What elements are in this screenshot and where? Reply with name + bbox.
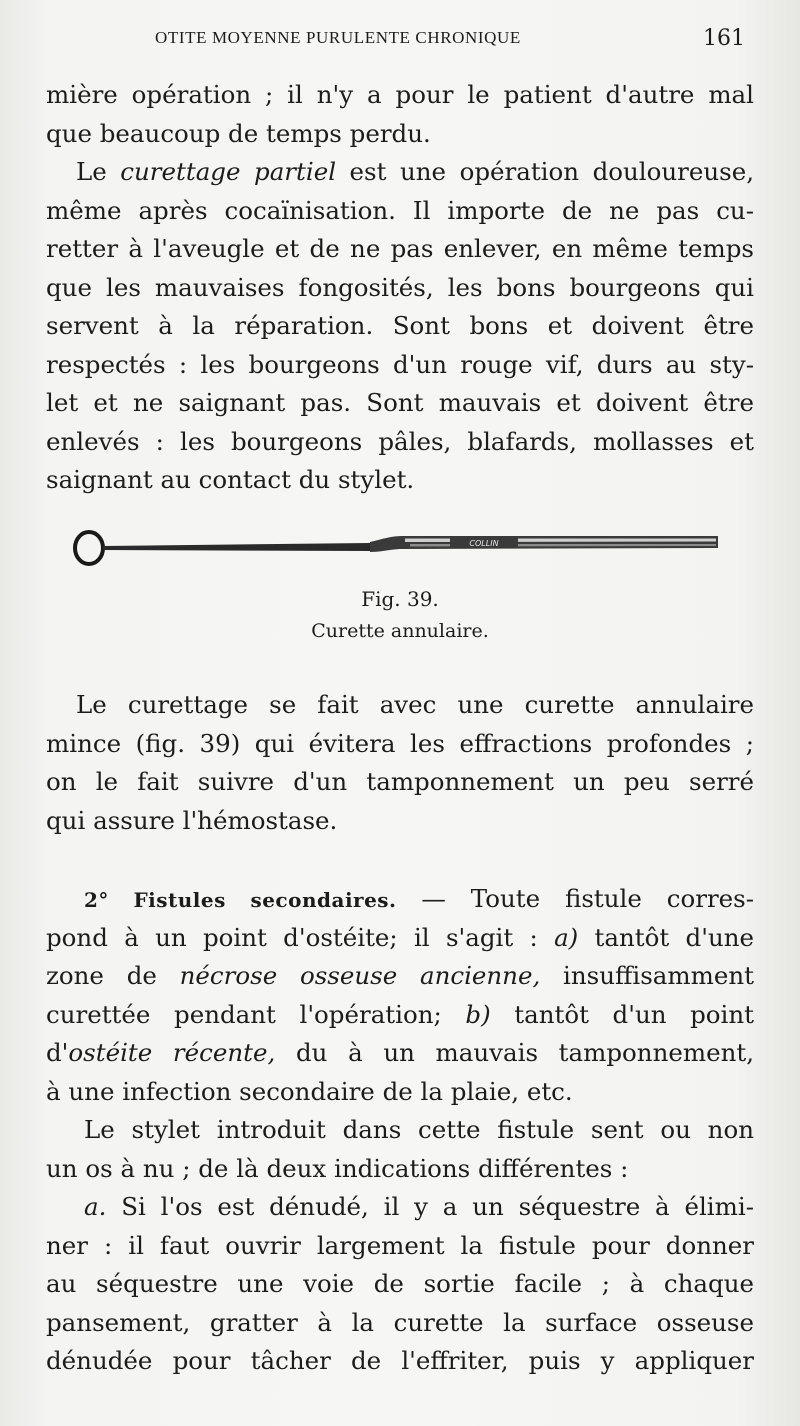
text-line: mince (fig. 39) qui évitera les effractions profondes ;	[46, 728, 754, 758]
text-line	[46, 1188, 754, 1227]
text-run: tantôt d'une	[578, 922, 754, 952]
text-run: insuffisamment	[540, 961, 754, 990]
italic-term: nécrose osseuse ancienne,	[179, 961, 541, 990]
paragraph-first-line	[46, 153, 754, 192]
text-line: qui assure l'hémostase.	[46, 805, 338, 835]
italic-term: ostéite récente,	[68, 1038, 276, 1067]
section-heading: 2° Fistules secondaires.	[84, 888, 397, 912]
text-block-fistules	[46, 880, 754, 1381]
figure-number: Fig. 39.	[361, 587, 439, 611]
text-line: on le fait suivre d'un tamponnement un peu serré	[46, 767, 754, 796]
text-run: zone de	[46, 961, 180, 990]
text-line: au séquestre une voie de sortie facile ; à chaque	[46, 1269, 754, 1298]
italic-term: a.	[84, 1192, 107, 1221]
curette-illustration	[70, 526, 730, 576]
text-line	[46, 919, 754, 958]
text-line: même après cocaïnisation. Il importe de ne pas cu-	[46, 195, 754, 225]
page-number: 161	[703, 26, 745, 51]
text-block-top	[46, 76, 754, 500]
text-line: Le stylet introduit dans cette fistule sent ou non	[84, 1115, 754, 1144]
text-line: que beaucoup de temps perdu.	[46, 118, 431, 148]
text-line: respectés : les bourgeons d'un rouge vif, durs au sty-	[46, 349, 754, 379]
text-line	[46, 1034, 754, 1073]
text-line: retter à l'aveugle et de ne pas enlever, en même temps	[46, 234, 754, 263]
text-line	[46, 957, 754, 996]
text-line: un os à nu ; de là deux indications différentes :	[46, 1153, 629, 1183]
engraved-mark: COLLIN	[469, 539, 499, 548]
text-line: dénudée pour tâcher de l'effriter, puis y appliquer	[46, 1346, 754, 1375]
text-line: enlevés : les bourgeons pâles, blafards, mollasses et	[46, 426, 754, 456]
figure-caption: Curette annulaire.	[311, 620, 489, 642]
text-run: — Toute fistule corres-	[396, 884, 754, 913]
text-line: Le curettage se fait avec une curette annulaire	[76, 690, 754, 719]
text-run: pond à un point d'ostéite; il s'agit :	[46, 922, 555, 952]
text-run: curettée pendant l'opération;	[46, 999, 466, 1029]
text-run: tantôt d'un point	[490, 999, 754, 1029]
italic-term: a)	[554, 922, 579, 952]
text-run: du à un mauvais tamponnement,	[275, 1038, 755, 1067]
text-line	[46, 996, 754, 1035]
text-run: est une opération douloureuse,	[336, 157, 754, 186]
text-line: saignant au contact du stylet.	[46, 465, 415, 494]
section-heading-line	[46, 880, 754, 919]
text-run: Si l'os est dénudé, il y a un séquestre à élimi-	[106, 1192, 754, 1221]
italic-term: b)	[465, 999, 491, 1029]
running-title: OTITE MOYENNE PURULENTE CHRONIQUE	[155, 28, 521, 47]
text-run: Le	[76, 157, 121, 186]
text-line: mière opération ; il n'y a pour le patient d'autre mal	[46, 80, 754, 109]
page-header	[155, 26, 745, 52]
text-line: let et ne saignant pas. Sont mauvais et doivent être	[46, 388, 754, 417]
text-line: servent à la réparation. Sont bons et doivent être	[46, 311, 754, 340]
text-line: à une infection secondaire de la plaie, etc.	[46, 1076, 573, 1106]
text-line: ner : il faut ouvrir largement la fistule pour donner	[46, 1230, 754, 1260]
italic-term: curettage partiel	[120, 157, 337, 186]
text-line: que les mauvaises fongosités, les bons bourgeons qui	[46, 272, 754, 302]
text-block-middle	[46, 686, 754, 840]
text-line: pansement, gratter à la curette la surface osseuse	[46, 1307, 754, 1337]
text-run: d'	[46, 1038, 69, 1067]
